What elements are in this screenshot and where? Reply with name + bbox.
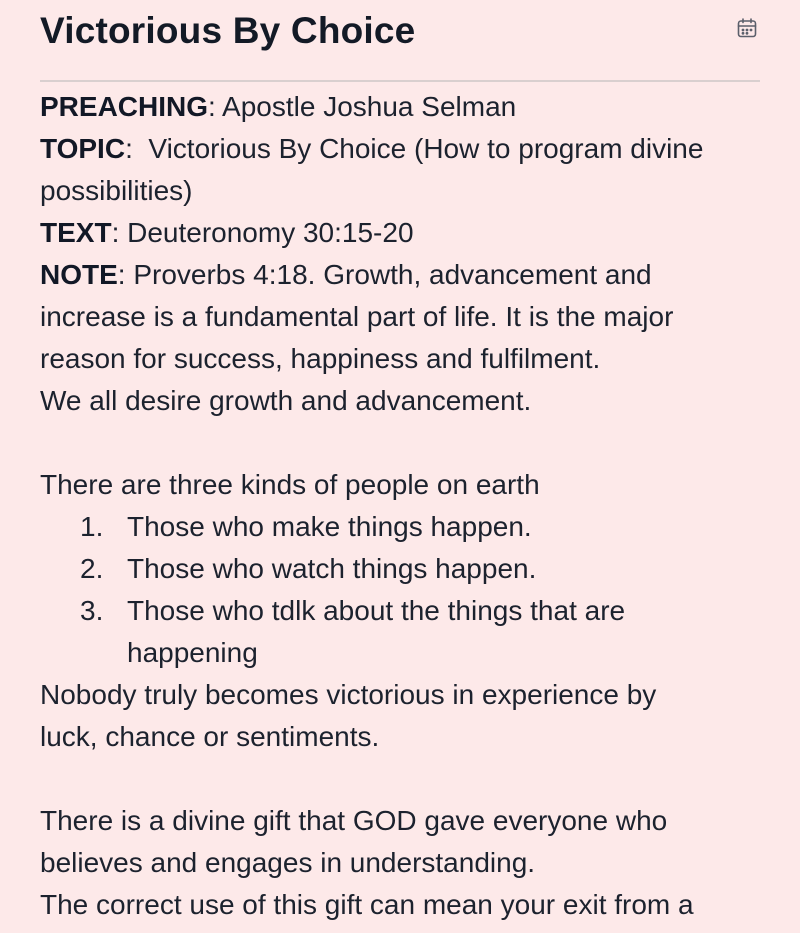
note-title: Victorious By Choice [40, 10, 416, 51]
note-paragraph-line: increase is a fundamental part of life. It is the major [40, 301, 674, 332]
note-value: : Proverbs 4:18. Growth, advancement and [117, 259, 652, 290]
calendar-icon [735, 16, 759, 40]
preaching-value: : Apostle Joshua Selman [208, 91, 517, 122]
topic-label: TOPIC [40, 133, 126, 164]
list-item [40, 590, 760, 674]
gift-line: believes and engages in understanding. [40, 847, 536, 878]
kinds-line: There are three kinds of people on earth [40, 469, 540, 500]
note-paragraph-line: reason for success, happiness and fulfilment. [40, 343, 601, 374]
list-item-text: Those who make things happen. [127, 511, 532, 542]
note-label: NOTE [40, 259, 118, 290]
list-item-text-continued: happening [127, 637, 258, 668]
list-item [40, 506, 760, 548]
text-value: : Deuteronomy 30:15-20 [111, 217, 414, 248]
note-header [40, 0, 760, 82]
list-number: 1. [80, 511, 104, 542]
list-number: 2. [80, 553, 104, 584]
calendar-button[interactable] [734, 15, 760, 41]
text-line [40, 212, 760, 254]
note-line [40, 254, 760, 296]
gift-line: There is a divine gift that GOD gave everyone who [40, 805, 668, 836]
list-item-text: Those who watch things happen. [127, 553, 537, 584]
correct-use-line: The correct use of this gift can mean your exit from a [40, 889, 694, 920]
blank-line [40, 758, 760, 800]
list-item-text: Those who tdlk about the things that are [127, 595, 626, 626]
preaching-label: PREACHING [40, 91, 209, 122]
topic-line [40, 128, 760, 170]
text-label: TEXT [40, 217, 112, 248]
victorious-line: Nobody truly becomes victorious in experience by [40, 679, 657, 710]
desire-line: We all desire growth and advancement. [40, 385, 532, 416]
topic-value-continued: possibilities) [40, 175, 193, 206]
preaching-line [40, 86, 760, 128]
blank-line [40, 422, 760, 464]
victorious-line: luck, chance or sentiments. [40, 721, 380, 752]
note-body[interactable] [40, 86, 760, 926]
topic-value: : Victorious By Choice (How to program divine [125, 133, 704, 164]
list-number: 3. [80, 595, 104, 626]
list-item [40, 548, 760, 590]
